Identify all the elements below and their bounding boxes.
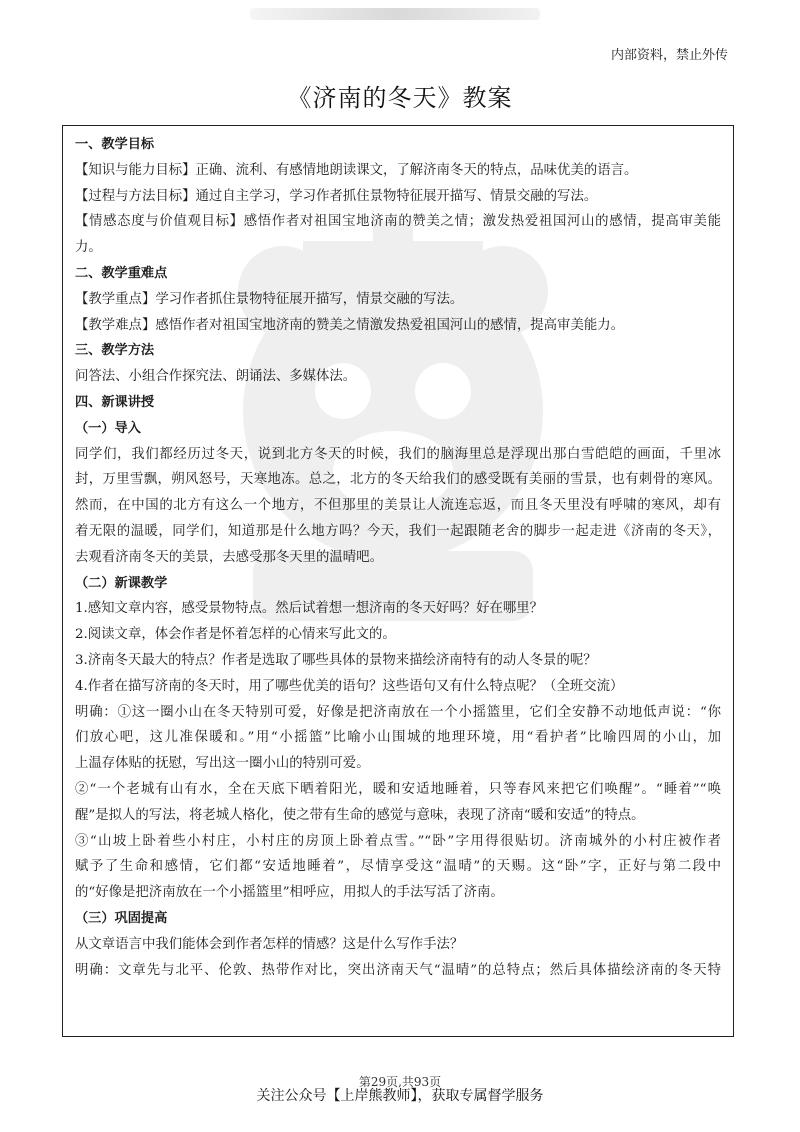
section-heading: 一、教学目标 (75, 137, 155, 152)
text-line: 力。 (75, 240, 102, 256)
text-line: ②“一个老城有山有水，全在天底下晒着阳光，暖和安适地睡着，只等春风来把它们唤醒”。“睡着”“唤 (75, 781, 721, 797)
text-line: 醒”是拟人的写法，将老城人格化，使之带有生命的感觉与意味，表现了济南“暖和安适”的特点。 (75, 807, 645, 823)
text-line: 【过程与方法目标】通过自主学习，学习作者抓住景物特征展开描写、情景交融的写法。 (75, 188, 598, 204)
section-heading: （二）新课教学 (75, 575, 168, 591)
section-heading: 二、教学重难点 (75, 265, 168, 281)
text-line: 封，万里雪飘，朔风怒号，天寒地冻。总之，北方的冬天给我们的感受既有美丽的雪景，也有刺骨的寒风。 (75, 472, 721, 488)
text-line: 2.阅读文章，体会作者是怀着怎样的心情来写此文的。 (75, 627, 396, 643)
footer-promo: 关注公众号【上岸熊教师】，获取专属督学服务 (256, 1088, 544, 1104)
text-line: 同学们，我们都经历过冬天，说到北方冬天的时候，我们的脑海里总是浮现出那白雪皑皑的画面，千里冰 (75, 446, 721, 462)
text-line: 去观看济南冬天的美景，去感受那冬天里的温晴吧。 (75, 549, 383, 565)
text-line: 4.作者在描写济南的冬天时，用了哪些优美的语句？这些语句又有什么特点呢？（全班交流） (75, 678, 624, 694)
header-smudge (250, 8, 540, 20)
text-line: ③“山坡上卧着些小村庄，小村庄的房顶上卧着点雪。”“卧”字用得很贴切。济南城外的小村庄被作者 (75, 833, 721, 849)
text-line: 然而，在中国的北方有这么一个地方，不但那里的美景让人流连忘返，而且冬天里没有呼啸的寒风，却有 (75, 498, 721, 514)
page-indicator: 第29页,共93页 (358, 1075, 442, 1089)
text-line: 上温存体贴的抚慰，写出这一圈小山的特别可爱。 (75, 756, 370, 772)
text-line: 3.济南冬天最大的特点？作者是选取了哪些具体的景物来描绘济南特有的动人冬景的呢？ (75, 652, 597, 668)
text-line: 【情感态度与价值观目标】感悟作者对祖国宝地济南的赞美之情；激发热爱祖国河山的感情，提高审美能 (75, 214, 721, 230)
confidential-note: 内部资料，禁止外传 (610, 48, 728, 63)
text-line: 1.感知文章内容，感受景物特点。然后试着想一想济南的冬天好吗？好在哪里？ (75, 601, 544, 617)
section-heading: 三、教学方法 (75, 343, 155, 359)
section-heading: （一）导入 (75, 420, 141, 436)
text-line: 赋予了生命和感情，它们都“安适地睡着”，尽情享受这“温晴”的天赐。这“卧”字，正好与第二段中 (75, 859, 721, 875)
text-line: 着无限的温暖，同学们，知道那是什么地方吗？今天，我们一起跟随老舍的脚步一起走进《济南的冬天》， (75, 523, 721, 539)
section-heading: 四、新课讲授 (75, 394, 155, 410)
text-line: 们放心吧，这儿准保暖和。”用“小摇篮”比喻小山围城的地理环境，用“看护者”比喻四周的小山，加 (75, 730, 721, 746)
text-line: 【教学难点】感悟作者对祖国宝地济南的赞美之情激发热爱祖国河山的感情，提高审美能力。 (75, 317, 625, 333)
text-line: 【教学重点】学习作者抓住景物特征展开描写，情景交融的写法。 (75, 291, 464, 307)
text-line: 问答法、小组合作探究法、朗诵法、多媒体法。 (75, 369, 357, 385)
text-line: 明确：文章先与北平、伦敦、热带作对比，突出济南天气“温晴”的总特点；然后具体描绘济南的冬天特 (75, 962, 721, 978)
text-line: 【知识与能力目标】正确、流利、有感情地朗读课文，了解济南冬天的特点，品味优美的语言。 (75, 162, 638, 178)
text-line: 从文章语言中我们能体会到作者怎样的情感？这是什么写作手法？ (75, 936, 464, 952)
section-heading: （三）巩固提高 (75, 910, 168, 926)
document-title: 《济南的冬天》教案 (287, 84, 513, 112)
lesson-plan-body (63, 132, 733, 983)
lesson-plan-table (62, 125, 734, 1037)
text-line: 的“好像是把济南放在一个小摇篮里”相呼应，用拟人的手法写活了济南。 (75, 885, 504, 901)
text-line: 明确：①这一圈小山在冬天特别可爱，好像是把济南放在一个小摇篮里，它们全安静不动地低声说：“你 (75, 704, 721, 720)
